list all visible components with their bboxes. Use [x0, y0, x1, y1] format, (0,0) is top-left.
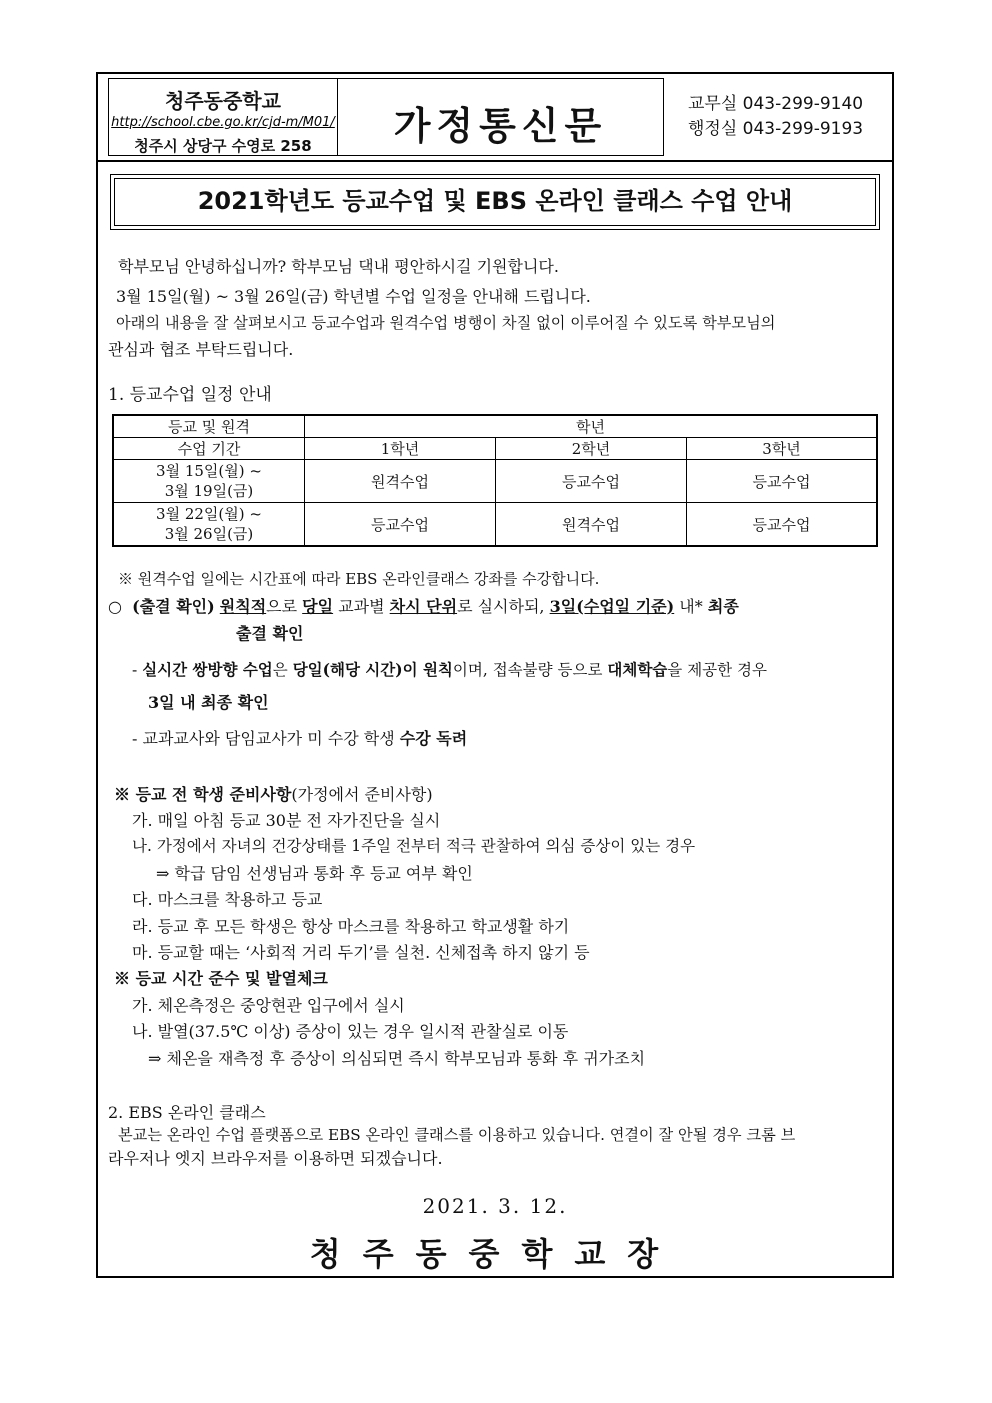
section2-heading: 2. EBS 온라인 클래스	[108, 1103, 266, 1122]
table-cell: 원격수업	[496, 503, 687, 547]
intro-line-4: 관심과 협조 부탁드립니다.	[108, 340, 294, 359]
title-box	[338, 78, 664, 156]
table-period-cell	[113, 503, 305, 547]
realtime-label: 실시간 쌍방향 수업	[142, 660, 273, 679]
table-cell: 등교수업	[496, 460, 687, 503]
prep-heading	[114, 782, 433, 805]
school-address: 청주시 상당구 수영로 258	[134, 137, 312, 155]
school-name: 청주동중학교	[165, 89, 281, 113]
prep-item: 라. 등교 후 모든 학생은 항상 마스크를 착용하고 학교생활 하기	[132, 917, 570, 936]
realtime-principle: 당일(해당 시간)이 원칙	[292, 660, 453, 679]
table-header-period-1: 등교 및 원격	[113, 415, 305, 438]
dash-marker: -	[132, 661, 138, 679]
contact-info	[688, 92, 863, 142]
table-cell: 원격수업	[305, 460, 496, 503]
ebs-note: ※ 원격수업 일에는 시간표에 따라 EBS 온라인클래스 강좌를 수강합니다.	[118, 570, 600, 588]
prep-item: 다. 마스크를 착용하고 등교	[132, 890, 323, 909]
school-info-box	[108, 78, 338, 156]
newsletter-title: 가정통신문	[393, 104, 608, 148]
table-row	[113, 460, 877, 503]
table-header-grade-2: 2학년	[496, 438, 687, 460]
realtime-text: 이며, 접속불량 등으로	[452, 661, 603, 679]
encourage-rule	[132, 726, 467, 749]
table-row	[113, 503, 877, 547]
announcement-box	[110, 174, 880, 230]
attendance-text: 으로	[266, 597, 298, 616]
period-end: 3월 19일(금)	[164, 482, 254, 500]
attendance-principle: 원칙적	[219, 597, 267, 616]
table-header-period-2: 수업 기간	[113, 438, 305, 460]
bullet-icon: ○	[108, 597, 122, 616]
attendance-text: 교과별	[338, 597, 385, 616]
intro-line-2: 3월 15일(월) ~ 3월 26일(금) 학년별 수업 일정을 안내해 드립니다.	[116, 287, 591, 306]
prep-item: 가. 매일 아침 등교 30분 전 자가진단을 실시	[132, 811, 441, 830]
encourage-emphasis: 수강 독려	[399, 729, 468, 748]
realtime-text: 은	[272, 661, 288, 679]
attendance-final: 최종	[707, 597, 739, 616]
table-cell: 등교수업	[687, 460, 878, 503]
contact-academic-office: 교무실 043-299-9140	[688, 94, 864, 114]
prep-item: ⇒ 학급 담임 선생님과 통화 후 등교 여부 확인	[156, 864, 473, 883]
attendance-text: 로 실시하되,	[457, 597, 545, 616]
newsletter-frame	[96, 72, 894, 1278]
fever-item: 가. 체온측정은 중앙현관 입구에서 실시	[132, 996, 405, 1015]
attendance-rule	[108, 594, 739, 617]
table-cell: 등교수업	[305, 503, 496, 547]
attendance-text: 내*	[679, 597, 703, 616]
school-url-link[interactable]: http://school.cbe.go.kr/cjd-m/M01/	[111, 115, 335, 130]
table-header-grade-1: 1학년	[305, 438, 496, 460]
realtime-rule-line-2: 3일 내 최종 확인	[148, 693, 269, 712]
contact-admin-office: 행정실 043-299-9193	[688, 119, 864, 139]
realtime-alternative: 대체학습	[607, 660, 668, 679]
section1-heading: 1. 등교수업 일정 안내	[108, 385, 272, 405]
prep-heading-bold: ※ 등교 전 학생 준비사항	[114, 785, 292, 804]
period-end: 3월 26일(금)	[164, 525, 254, 543]
newsletter-header	[98, 74, 892, 162]
table-cell: 등교수업	[687, 503, 878, 547]
encourage-text: - 교과교사와 담임교사가 미 수강 학생	[132, 729, 395, 748]
realtime-text: 을 제공한 경우	[667, 661, 767, 679]
table-header-grade-3: 3학년	[687, 438, 878, 460]
issue-date: 2021. 3. 12.	[422, 1194, 568, 1218]
period-start: 3월 22일(월) ~	[156, 505, 262, 523]
table-header-grade: 학년	[305, 415, 878, 438]
fever-item: ⇒ 체온을 재측정 후 증상이 의심되면 즉시 학부모님과 통화 후 귀가조치	[148, 1049, 646, 1068]
attendance-rule-line-2: 출결 확인	[236, 624, 304, 643]
announcement-title: 2021학년도 등교수업 및 EBS 온라인 클래스 수업 안내	[114, 178, 876, 226]
attendance-unit: 차시 단위	[389, 597, 458, 616]
prep-item: 나. 가정에서 자녀의 건강상태를 1주일 전부터 적극 관찰하여 의심 증상이 있는 경우	[132, 837, 696, 855]
schedule-table	[112, 414, 878, 547]
fever-item: 나. 발열(37.5℃ 이상) 증상이 있는 경우 일시적 관찰실로 이동	[132, 1022, 569, 1041]
fever-heading: ※ 등교 시간 준수 및 발열체크	[114, 969, 328, 988]
prep-heading-rest: (가정에서 준비사항)	[291, 785, 433, 804]
attendance-deadline: 3일(수업일 기준)	[549, 597, 675, 616]
intro-line-3: 아래의 내용을 잘 살펴보시고 등교수업과 원격수업 병행이 차질 없이 이루어질 수 있도록 학부모님의	[116, 314, 776, 332]
intro-line-1: 학부모님 안녕하십니까? 학부모님 댁내 평안하시길 기원합니다.	[118, 257, 559, 276]
section2-line-2: 라우저나 엣지 브라우저를 이용하면 되겠습니다.	[108, 1149, 443, 1168]
section2-line-1: 본교는 온라인 수업 플랫폼으로 EBS 온라인 클래스를 이용하고 있습니다. 연결이 잘 안될 경우 크롬 브	[118, 1126, 796, 1144]
prep-item: 마. 등교할 때는 ‘사회적 거리 두기’를 실천. 신체접촉 하지 않기 등	[132, 943, 590, 962]
period-start: 3월 15일(월) ~	[156, 462, 262, 480]
realtime-rule	[132, 658, 767, 680]
attendance-same-day: 당일	[302, 597, 334, 616]
attendance-label: (출결 확인)	[132, 597, 215, 616]
principal-signature: 청주동중학교장	[309, 1235, 681, 1273]
table-period-cell	[113, 460, 305, 503]
